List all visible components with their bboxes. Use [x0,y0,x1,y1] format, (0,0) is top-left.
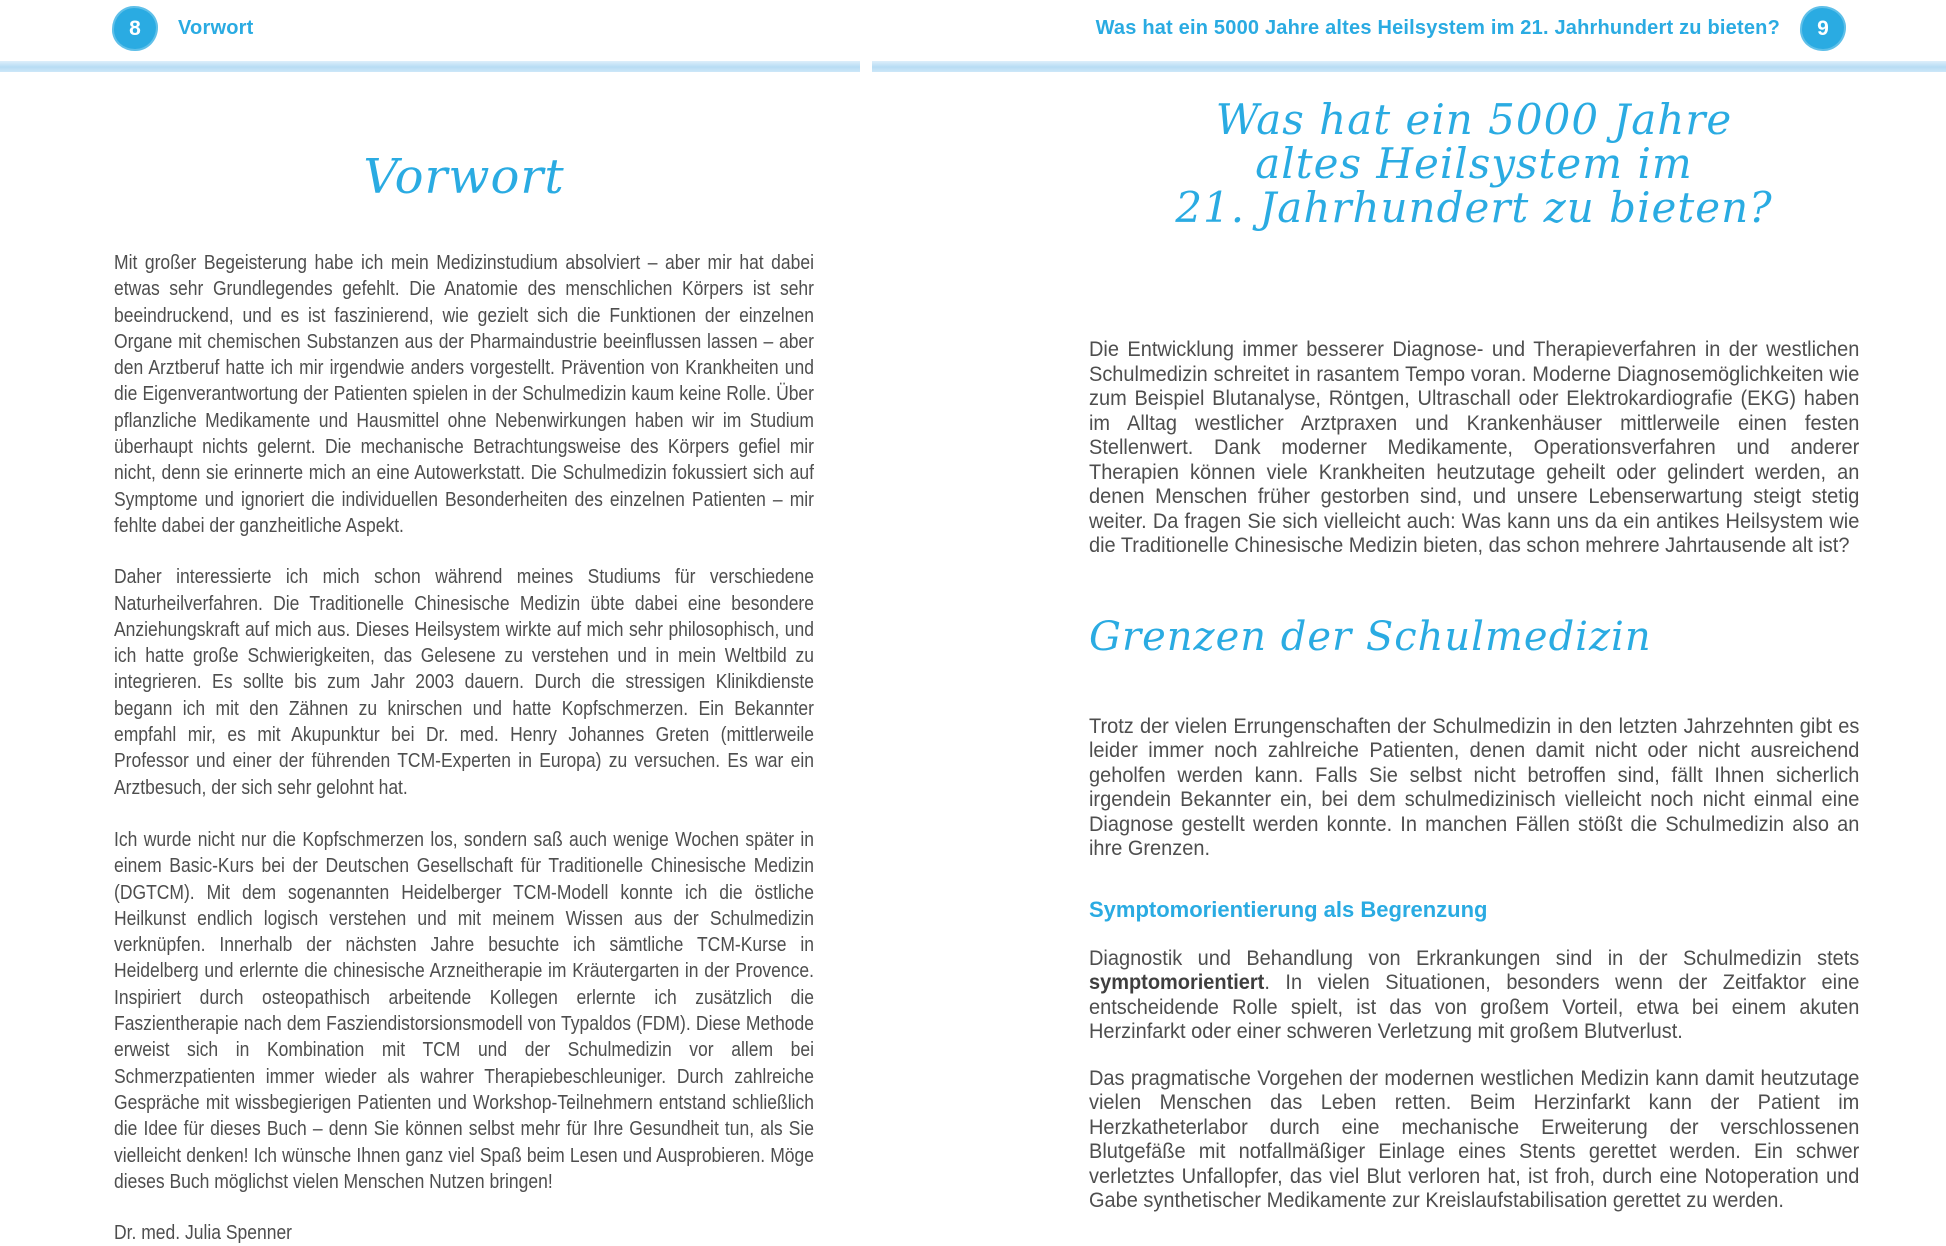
right-page [1089,0,1859,1214]
left-page [114,0,814,1246]
running-title-right: Was hat ein 5000 Jahre altes Heilsystem im 21. Jahrhundert zu bieten? [1095,17,1780,39]
left-page-title: Vorwort [363,149,565,205]
right-page-title-line-2: altes Heilsystem im [1255,139,1693,188]
author-signature: Dr. med. Julia Spenner [114,1222,293,1245]
section1-paragraph: Trotz der vielen Errungenschaften der Schulmedizin in den letzten Jahrzehnten gibt es leider immer noch zahlreiche Patienten, denen damit nicht oder nicht ausreichend geholfen werden kann. Falls Sie selbst nicht betroffen sind, fällt Ihnen sicherlich irgendein Bekannter ein, bei dem schulmedizinisch vielleicht noch nicht einmal eine Diagnose gestellt werden konnte. In manchen Fällen stößt die Schulmedizin also an ihre Grenzen. [1089,714,1860,860]
section2-paragraph-2: Das pragmatische Vorgehen der modernen westlichen Medizin kann damit heutzutage vielen Menschen das Leben retten. Beim Herzinfarkt kann der Patient im Herzkatheterlabor durch eine mechanische Erweiterung der verschlossenen Blutgefäße mit notfallmäßiger Einlage eines Stents gerettet werden. Ein schwer verletztes Unfallopfer, das viel Blut verloren hat, ist froh, durch eine Notoperation und Gabe synthetischer Medikamente zur Kreislaufstabilisation gerettet zu werden. [1089,1066,1860,1212]
subsection-heading-symptomorientierung: Symptomorientierung als Begrenzung [1089,896,1488,922]
left-paragraph-1: Mit großer Begeisterung habe ich mein Medizinstudium absolviert – aber mir hat dabei etwas sehr Grundlegendes gefehlt. Die Anatomie des menschlichen Körpers ist sehr beeindruckend, und es ist faszinierend, wie gezielt sich die Funktionen der einzelnen Organe mit chemischen Substanzen aus der Pharmaindustrie beeinflussen lassen – aber den Arztberuf hatte ich mir irgendwie anders vorgestellt. Prävention von Krankheiten und die Eigenverantwortung der Patienten spielen in der Schulmedizin kaum keine Rolle. Über pflanzliche Medikamente und Hausmittel ohne Nebenwirkungen haben wir im Studium überhaupt nichts gelernt. Die mechanische Betrachtungsweise des Körpers gefiel mir nicht, denn sie erinnerte mich an eine Autowerkstatt. Die Schulmedizin fokussiert sich auf Symptome und ignoriert die individuellen Besonderheiten des einzelnen Patienten – mir fehlte dabei der ganzheitliche Aspekt. [114,252,814,537]
running-title-left: Vorwort [178,17,254,39]
left-paragraph-3: Ich wurde nicht nur die Kopfschmerzen los, sondern saß auch wenige Wochen später in einem Basic-Kurs bei der Deutschen Gesellschaft für Traditionelle Chinesische Medizin (DGTCM). Mit dem sogenannten Heidelberger TCM-Modell konnte ich die östliche Heilkunst endlich logisch verstehen und mit meinem Wissen aus der Schulmedizin verknüpfen. Innerhalb der nächsten Jahre besuchte ich sämtliche TCM-Kurse in Heidelberg und erlernte die chinesische Arzneitherapie im Kräutergarten in der Provence. Inspiriert durch osteopathisch arbeitende Kollegen erlernte ich zusätzlich die Faszientherapie nach dem Fasziendistorsionsmodell von Typaldos (FDM). Diese Methode erweist sich in Kombination mit TCM und der Schulmedizin vor allem bei Schmerzpatienten immer wieder als wahrer Therapiebeschleuniger. Durch zahlreiche Gespräche mit wissbegierigen Patienten und Workshop-Teilnehmern entstand schließlich die Idee für dieses Buch – denn Sie können selbst mehr für Ihre Gesundheit tun, als Sie vielleicht denken! Ich wünsche Ihnen ganz viel Spaß beim Lesen und Ausprobieren. Möge dieses Buch möglichst vielen Menschen Nutzen bringen! [114,828,814,1193]
section2-paragraph-1-bold: symptomorientiert [1089,971,1265,994]
section2-paragraph-1 [1089,947,1859,1045]
section-heading-grenzen: Grenzen der Schulmedizin [1089,613,1652,660]
section2-paragraph-1-pre: Diagnostik und Behandlung von Erkrankungen sind in der Schulmedizin stets [1089,946,1860,970]
left-paragraph-2: Daher interessierte ich mich schon während meines Studiums für verschiedene Naturheilverfahren. Die Traditionelle Chinesische Medizin übte dabei eine besondere Anziehungskraft auf mich aus. Dieses Heilsystem wirkte auf mich sehr philosophisch, und ich hatte große Schwierigkeiten, das Gelesene zu verstehen und in mein Weltbild zu integrieren. Es sollte bis zum Jahr 2003 dauern. Durch die stressigen Klinikdienste begann ich mit den Zähnen zu knirschen und hatte Kopfschmerzen. Ein Bekannter empfahl mir, es mit Akupunktur bei Dr. med. Henry Johannes Greten (mittlerweile Professor und einer der führenden TCM-Experten in Europa) zu versuchen. Es war ein Arztbesuch, der sich sehr gelohnt hat. [114,566,814,799]
right-page-title [1089,95,1859,232]
right-page-title-line-3: 21. Jahrhundert zu bieten? [1175,183,1773,232]
page-number-right: 9 [1817,16,1829,40]
page-number-left: 8 [129,16,141,40]
right-intro-paragraph: Die Entwicklung immer besserer Diagnose- und Therapieverfahren in der westlichen Schulmedizin schreitet in rasantem Tempo voran. Moderne Diagnosemöglichkeiten wie zum Beispiel Blutanalyse, Röntgen, Ultraschall oder Elektrokardiografie (EKG) haben im Alltag westlicher Arztpraxen und Krankenhäuser mittlerweile einen festen Stellenwert. Dank moderner Medikamente, Operationsverfahren und anderer Therapien können viele Krankheiten heutzutage geheilt oder gelindert werden, an denen Menschen früher gestorben sind, und unsere Lebenserwartung steigt stetig weiter. Da fragen Sie sich vielleicht auch: Was kann uns da ein antikes Heilsystem wie die Traditionelle Chinesische Medizin bieten, das schon mehrere Jahrtausende alt ist? [1089,338,1860,557]
right-page-title-line-1: Was hat ein 5000 Jahre [1215,95,1733,144]
section2-paragraph-1-post: . In vielen Situationen, besonders wenn der Zeitfaktor eine entscheidende Rolle spielt, ist das von großem Vorteil, etwa bei einem akuten Herzinfarkt oder einer schweren Verletzung mit großem Blutverlust. [1089,971,1860,1043]
